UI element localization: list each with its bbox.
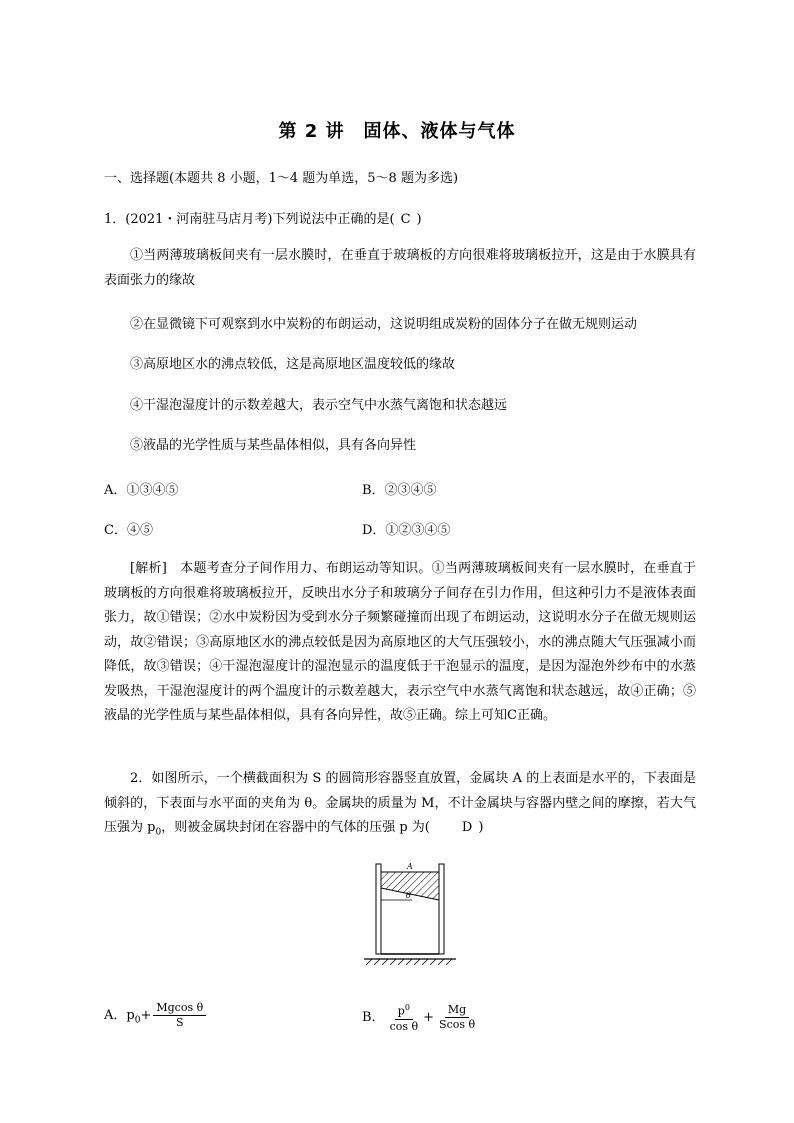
question-1-stem-text: 1．(2021・河南驻马店月考)下列说法中正确的是( bbox=[104, 212, 395, 227]
question-1-option-d: D．①②③④⑤ bbox=[362, 523, 451, 538]
question-2-option-b-fraction-2 bbox=[436, 1003, 478, 1032]
question-1-stem-close: ) bbox=[416, 212, 422, 227]
question-1-statement: ④干湿泡湿度计的示数差越大，表示空气中水蒸气离饱和状态越远 bbox=[130, 398, 508, 413]
question-1-stem bbox=[104, 208, 422, 227]
cylinder-figure bbox=[360, 858, 460, 970]
question-2-option-a-label: A． bbox=[104, 1008, 127, 1023]
question-2-answer: D bbox=[461, 820, 473, 835]
fraction-numerator-superscript: 0 bbox=[404, 1003, 410, 1012]
question-1-analysis: [解析] 本题考查分子间作用力、布朗运动等知识。①当两薄玻璃板间夹有一层水膜时，在垂直于玻璃板的方向很难将玻璃板拉开，反映出水分子和玻璃分子间存在引力作用，但这种引力不是液体表面张力，故①错误；②水中炭粉因为受到水分子频繁碰撞而出现了布朗运动，这说明水分子在做无规则运动，故②错误；③高原地区水的沸点较低是因为高原地区的大气压强较小，水的沸点随大气压强减小而降低，故③错误；④干湿泡湿度计的湿泡显示的温度低于干泡显示的温度，是因为湿泡外纱布中的水蒸发吸热，干湿泡湿度计的两个温度计的示数差越大，表示空气中水蒸气离饱和状态越远，故④正确；⑤液晶的光学性质与某些晶体相似，具有各向异性，故⑤正确。综上可知C正确。 bbox=[104, 561, 696, 723]
question-2-option-a-subscript: 0 bbox=[134, 1015, 141, 1026]
fraction-numerator bbox=[395, 1001, 413, 1020]
figure-label-theta: θ bbox=[406, 891, 411, 900]
question-1-option-a: A．①③④⑤ bbox=[104, 483, 179, 498]
question-2-stem-text: 2．如图所示，一个横截面积为 S 的圆筒形容器竖直放置，金属块 A 的上表面是水平的，下表面是倾斜的，下表面与水平面的夹角为 θ。金属块的质量为 M，不计金属块与容器内壁之间的摩擦，若大气压强为 p bbox=[104, 771, 696, 835]
fraction-denominator: cos θ bbox=[389, 1019, 419, 1033]
page-title: 第 2 讲 固体、液体与气体 bbox=[278, 121, 516, 142]
question-1-statement: ②在显微镜下可观察到水中炭粉的布朗运动，这说明组成炭粉的固体分子在做无规则运动 bbox=[130, 317, 638, 332]
container-left-wall bbox=[376, 864, 381, 954]
question-2-stem-close: ) bbox=[478, 820, 484, 835]
question-2-option-a-fraction bbox=[153, 1001, 206, 1030]
question-2-option-a-p: p bbox=[126, 1008, 135, 1023]
fraction-numerator: Mg bbox=[445, 1003, 469, 1018]
fraction-denominator: S bbox=[176, 1016, 184, 1029]
question-2-stem-text-2: ，则被金属块封闭在容器中的气体的压强 p 为( bbox=[161, 820, 430, 835]
question-2-option-b-fraction-1 bbox=[387, 1001, 422, 1034]
fraction-numerator: Mgcos θ bbox=[153, 1001, 206, 1016]
question-2-option-b-label: B． bbox=[362, 1009, 385, 1025]
fraction-numerator-base: p bbox=[397, 1004, 405, 1018]
question-1-statement: ③高原地区水的沸点较低，这是高原地区温度较低的缘故 bbox=[130, 357, 456, 372]
ground-hatching bbox=[366, 959, 452, 965]
question-1-statement: ⑤液晶的光学性质与某些晶体相似，具有各向异性 bbox=[130, 438, 417, 453]
question-2-option-b bbox=[362, 1001, 480, 1034]
fraction-denominator: Scos θ bbox=[439, 1017, 476, 1031]
question-2-option-a-plus: + bbox=[140, 1008, 152, 1023]
question-2-option-a bbox=[104, 1001, 208, 1030]
figure-label-a: A bbox=[407, 862, 413, 871]
section-header: 一、选择题(本题共 8 小题，1～4 题为单选，5～8 题为多选) bbox=[104, 171, 459, 186]
question-1-option-b: B．②③④⑤ bbox=[362, 483, 437, 498]
question-1-option-c: C．④⑤ bbox=[104, 523, 153, 538]
question-1-answer: C bbox=[400, 212, 411, 227]
question-2-p0-subscript: 0 bbox=[155, 827, 162, 838]
question-2-option-b-plus: + bbox=[423, 1009, 435, 1025]
container-right-wall bbox=[439, 864, 444, 954]
question-1-statement: ①当两薄玻璃板间夹有一层水膜时，在垂直于玻璃板的方向很难将玻璃板拉开，这是由于水膜具有表面张力的缘故 bbox=[104, 248, 696, 288]
question-2-stem bbox=[104, 767, 696, 845]
